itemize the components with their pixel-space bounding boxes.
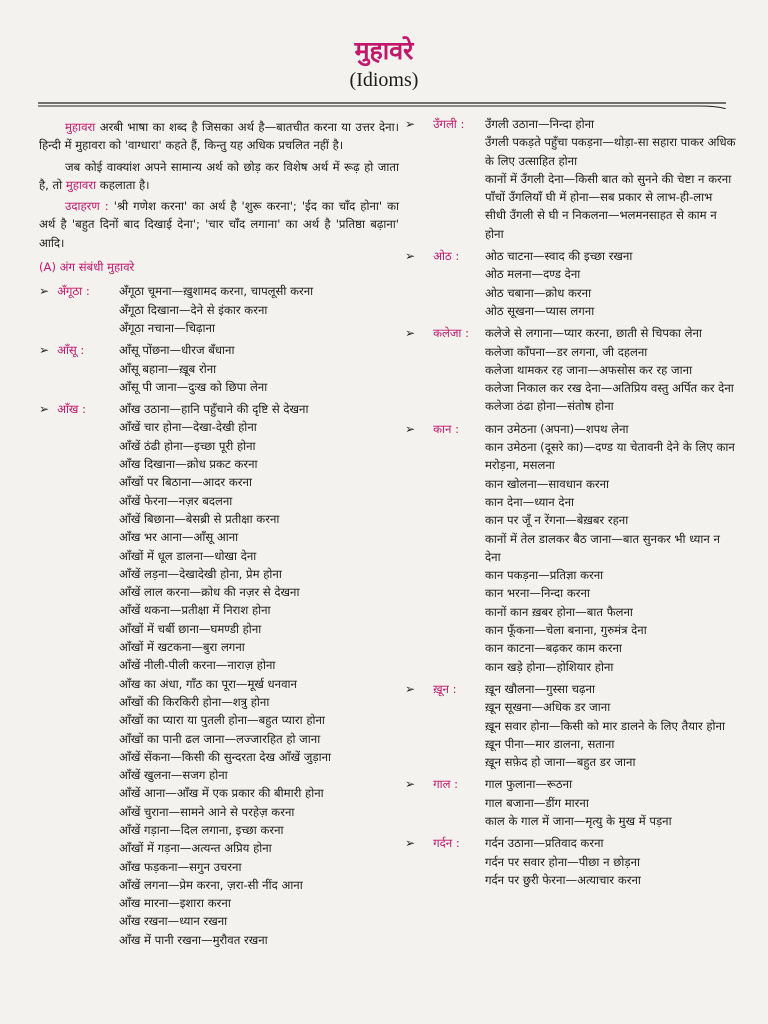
idiom-entry: कलेजा निकाल कर रख देना—अतिप्रिय वस्तु अर्पित कर देना <box>485 381 734 396</box>
group-marker <box>39 400 119 418</box>
idiom-entry: कान पकड़ना—प्रतिज्ञा करना <box>485 568 604 583</box>
idiom-group <box>405 775 737 830</box>
page-subtitle: (Idioms) <box>349 69 419 91</box>
idiom-entry: गर्दन उठाना—प्रतिवाद करना <box>485 836 604 851</box>
idiom-list <box>485 115 737 243</box>
idiom-entry: आँखें ठंढी होना—इच्छा पूरी होना <box>119 438 256 453</box>
page-header <box>0 36 768 92</box>
idiom-entry: कान देना—ध्यान देना <box>485 494 575 509</box>
idiom-entry: अँगूठा दिखाना—देने से इंकार करना <box>119 302 268 317</box>
arrow-bullet-icon: ➢ <box>405 117 416 131</box>
idiom-entry: ओठ सूखना—प्यास लगना <box>485 303 595 318</box>
idiom-entry: आँखें लड़ना—देखादेखी होना, प्रेम होना <box>119 566 282 581</box>
idiom-group <box>405 324 737 415</box>
group-label: गाल : <box>433 777 459 792</box>
group-marker <box>405 247 485 265</box>
left-column <box>39 118 399 953</box>
title-divider <box>38 100 726 109</box>
idiom-entry: आँखें नीली-पीली करना—नाराज़ होना <box>119 658 276 673</box>
idiom-list <box>119 400 399 949</box>
group-label: कान : <box>433 421 459 436</box>
group-marker <box>405 834 485 852</box>
group-marker <box>405 324 485 342</box>
idiom-entry: आँसू पी जाना—दुःख को छिपा लेना <box>119 379 268 394</box>
idiom-list <box>485 680 737 771</box>
page-title: मुहावरे <box>354 36 414 65</box>
intro-text: जब कोई वाक्यांश अपने सामान्य अर्थ को छोड़ कर विशेष अर्थ में रूढ़ हो जाता है, तो <box>39 159 399 192</box>
idiom-entry: पाँचों उँगलियाँ घी में होना—सब प्रकार से लाभ-ही-लाभ <box>485 190 713 205</box>
idiom-entry: कान पर जूँ न रेंगना—बेख़बर रहना <box>485 513 629 528</box>
idiom-group <box>39 400 399 949</box>
group-label: कलेजा : <box>433 326 470 341</box>
example-label: उदाहरण : <box>65 199 109 214</box>
idiom-entry: आँखें खुलना—सजग होना <box>119 768 228 783</box>
idiom-entry: आँखें लगना—प्रेम करना, ज़रा-सी नींद आना <box>119 877 303 892</box>
arrow-bullet-icon: ➢ <box>405 326 416 341</box>
idiom-entry: आँख रखना—ध्यान रखना <box>119 914 228 929</box>
idiom-entry: ख़ून पीना—मार डालना, सताना <box>485 736 615 751</box>
idiom-entry: आँखों का प्यारा या पुतली होना—बहुत प्यारा होना <box>119 713 325 728</box>
idiom-entry: उँगली उठाना—निन्दा होना <box>485 117 595 131</box>
idiom-entry: आँखों में गड़ना—अत्यन्त अप्रिय होना <box>119 841 272 856</box>
idiom-entry: कान खड़े होना—होशियार होना <box>485 659 614 674</box>
idiom-list <box>485 247 737 320</box>
arrow-bullet-icon: ➢ <box>405 421 416 436</box>
right-column <box>405 115 737 893</box>
idiom-entry: आँखों का पानी ढल जाना—लज्जारहित हो जाना <box>119 731 321 746</box>
idiom-entry: कान खोलना—सावधान करना <box>485 476 610 491</box>
group-label: आँख : <box>57 402 86 417</box>
idiom-entry: आँखों में खटकना—बुरा लगना <box>119 640 245 655</box>
idiom-list <box>119 341 399 396</box>
idiom-entry: आँखें सेंकना—किसी की सुन्दरता देख आँखें जुड़ाना <box>119 749 332 764</box>
arrow-bullet-icon: ➢ <box>405 777 416 792</box>
group-marker <box>39 341 119 359</box>
idiom-entry: गाल फुलाना—रूठना <box>485 777 573 792</box>
idiom-entry: आँखें आना—आँख में एक प्रकार की बीमारी होना <box>119 786 324 801</box>
idiom-list <box>485 834 737 889</box>
arrow-bullet-icon: ➢ <box>405 836 416 851</box>
idiom-entry: आँखें फेरना—नज़र बदलना <box>119 493 233 508</box>
idiom-entry: ख़ून सूखना—अधिक डर जाना <box>485 700 611 715</box>
idiom-entry: आँख उठाना—हानि पहुँचाने की दृष्टि से देखना <box>119 402 309 417</box>
idiom-entry: कानों कान ख़बर होना—बात फैलना <box>485 604 633 619</box>
idiom-entry: कान फूँकना—चेला बनाना, गुरुमंत्र देना <box>485 623 647 638</box>
idiom-entry: आँखें चार होना—देखा-देखी होना <box>119 420 257 435</box>
idiom-entry: आँसू बहाना—ख़ूब रोना <box>119 361 217 376</box>
idiom-entry: कानों में तेल डालकर बैठ जाना—बात सुनकर भी ध्यान न देना <box>485 531 720 564</box>
idiom-entry: ख़ून सवार होना—किसी को मार डालने के लिए तैयार होना <box>485 718 725 733</box>
idiom-entry: कलेजा ठंढा होना—संतोष होना <box>485 399 614 414</box>
idiom-entry: काल के गाल में जाना—मृत्यु के मुख में पड़ना <box>485 813 672 828</box>
idiom-group <box>39 282 399 337</box>
idiom-entry: कान भरना—निन्दा करना <box>485 586 590 601</box>
idiom-entry: आँसू पोंछना—धीरज बँधाना <box>119 343 235 358</box>
idiom-entry: कानों में उँगली देना—किसी बात को सुनने की चेष्टा न करना <box>485 171 732 186</box>
right-idiom-groups <box>405 115 737 889</box>
idiom-entry: गर्दन पर छुरी फेरना—अत्याचार करना <box>485 872 641 887</box>
group-marker <box>405 420 485 438</box>
idiom-group <box>405 680 737 771</box>
idiom-entry: आँख मारना—इशारा करना <box>119 896 231 911</box>
group-label: आँसू : <box>57 343 85 358</box>
idiom-entry: आँखों में धूल डालना—धोखा देना <box>119 548 257 563</box>
idiom-entry: ख़ून खौलना—गुस्सा चढ़ना <box>485 681 595 696</box>
idiom-entry: आँख का अंधा, गाँठ का पूरा—मूर्ख धनवान <box>119 676 297 691</box>
idiom-entry: ओठ मलना—दण्ड देना <box>485 267 581 282</box>
left-idiom-groups <box>39 282 399 949</box>
idiom-entry: आँख फड़कना—सगुन उचरना <box>119 859 242 874</box>
idiom-entry: कान उमेठना (दूसरे का)—दण्ड या चेतावनी देने के लिए कान मरोड़ना, मसलना <box>485 440 735 473</box>
idiom-list <box>485 324 737 415</box>
section-heading: (A) अंग संबंधी मुहावरे <box>39 260 135 275</box>
idiom-entry: अँगूठा चूमना—ख़ुशामद करना, चापलूसी करना <box>119 284 314 299</box>
arrow-bullet-icon: ➢ <box>39 284 50 299</box>
intro-paragraph-3 <box>39 197 399 252</box>
idiom-entry: कान उमेठना (अपना)—शपथ लेना <box>485 421 629 436</box>
idiom-list <box>485 420 737 676</box>
intro-text: कहलाता है। <box>96 177 150 192</box>
idiom-entry: आँखें लाल करना—क्रोध की नज़र से देखना <box>119 585 300 600</box>
idiom-entry: आँखें चुराना—सामने आने से परहेज़ करना <box>119 804 295 819</box>
idiom-entry: कान काटना—बढ़कर काम करना <box>485 641 622 656</box>
group-marker <box>39 282 119 300</box>
idiom-entry: आँख दिखाना—क्रोध प्रकट करना <box>119 457 258 472</box>
idiom-entry: आँखें थकना—प्रतीक्षा में निराश होना <box>119 603 271 618</box>
group-label: अँगूठा : <box>57 284 90 299</box>
group-label: गर्दन : <box>433 836 460 851</box>
idiom-entry: आँखें गड़ाना—दिल लगाना, इच्छा करना <box>119 822 284 837</box>
idiom-entry: ख़ून सफ़ेद हो जाना—बहुत डर जाना <box>485 755 636 770</box>
idiom-entry: कलेजा काँपना—डर लगना, जी दहलना <box>485 344 648 359</box>
group-marker <box>405 680 485 698</box>
idiom-entry: ओठ चाटना—स्वाद की इच्छा रखना <box>485 249 633 264</box>
idiom-entry: ओठ चबाना—क्रोध करना <box>485 285 592 300</box>
idiom-list <box>485 775 737 830</box>
idiom-group <box>405 834 737 889</box>
idiom-entry: गाल बजाना—डींग मारना <box>485 795 589 810</box>
idiom-entry: आँखों में चर्बी छाना—घमण्डी होना <box>119 621 262 636</box>
group-label: उँगली : <box>433 117 465 131</box>
idiom-entry: आँखों की किरकिरी होना—शत्रु होना <box>119 694 270 709</box>
intro-paragraph-2 <box>39 158 399 195</box>
intro-text: अरबी भाषा का शब्द है जिसका अर्थ है—बातचीत करना या उत्तर देना। हिन्दी में मुहावरा को 'वाग्धारा' कहते हैं, किन्तु यह अधिक प्रचलित नहीं है। <box>39 120 399 153</box>
idiom-entry: आँख में पानी रखना—मुरौवत रखना <box>119 932 268 947</box>
group-marker <box>405 115 485 133</box>
arrow-bullet-icon: ➢ <box>39 343 50 358</box>
intro-term: मुहावरा <box>65 177 97 192</box>
idiom-list <box>119 282 399 337</box>
idiom-entry: आँख भर आना—आँसू आना <box>119 530 239 545</box>
arrow-bullet-icon: ➢ <box>405 249 416 264</box>
arrow-bullet-icon: ➢ <box>405 681 416 696</box>
group-label: ख़ून : <box>433 681 457 696</box>
intro-term: मुहावरा <box>65 120 96 134</box>
group-marker <box>405 775 485 793</box>
idiom-entry: सीधी उँगली से घी न निकलना—भलमनसाहत से काम न होना <box>485 208 717 241</box>
intro-text: 'श्री गणेश करना' का अर्थ है 'शुरू करना'; 'ईद का चाँद होना' का अर्थ है 'बहुत दिनों बाद दिखाई देना'; 'चार चाँद लगाना' का अर्थ है 'प्रतिष्ठा बढ़ाना' आदि। <box>39 199 399 250</box>
idiom-group <box>405 420 737 676</box>
idiom-entry: कलेजा थामकर रह जाना—अफसोस कर रह जाना <box>485 362 693 377</box>
intro-paragraph-1 <box>39 118 399 155</box>
arrow-bullet-icon: ➢ <box>39 402 50 417</box>
idiom-entry: कलेजे से लगाना—प्यार करना, छाती से चिपका लेना <box>485 326 702 341</box>
idiom-entry: गर्दन पर सवार होना—पीछा न छोड़ना <box>485 854 641 869</box>
idiom-group <box>39 341 399 396</box>
idiom-group <box>405 247 737 320</box>
idiom-group <box>405 115 737 243</box>
idiom-entry: आँखें बिछाना—बेसब्री से प्रतीक्षा करना <box>119 511 280 526</box>
idiom-entry: अँगूठा नचाना—चिढ़ाना <box>119 320 215 335</box>
idiom-entry: उँगली पकड़ते पहुँचा पकड़ना—थोड़ा-सा सहारा पाकर अधिक के लिए उत्साहित होना <box>485 135 736 168</box>
idiom-entry: आँखों पर बिठाना—आदर करना <box>119 475 252 490</box>
group-label: ओठ : <box>433 249 460 264</box>
